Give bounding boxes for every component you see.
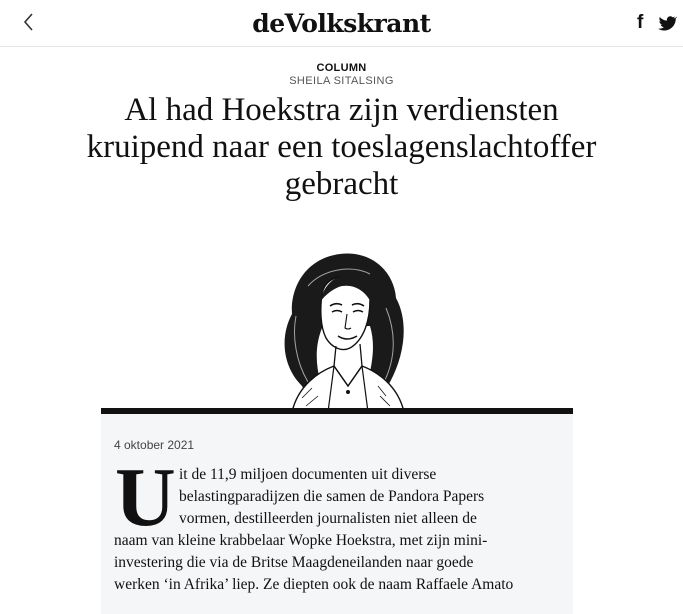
body-line: investering die via de Britse Maagdeneilanden naar goede (114, 554, 474, 571)
article-author[interactable]: SHEILA SITALSING (289, 75, 394, 87)
body-line: vormen, destilleerden journalisten niet alleen de (179, 510, 477, 527)
site-logo[interactable]: deVolkskrant (252, 9, 431, 38)
twitter-share-button[interactable] (657, 12, 677, 34)
body-line: werken ‘in Afrika’ liep. Ze diepten ook de naam Raffaele Amato (114, 576, 514, 593)
article-body (101, 408, 573, 614)
facebook-share-button[interactable] (637, 12, 651, 34)
body-line: it de 11,9 miljoen documenten uit diverse (179, 466, 437, 483)
article-headline: Al had Hoekstra zijn verdiensten kruipend naar een toeslagenslachtoffer gebracht (86, 92, 597, 202)
top-bar (0, 0, 683, 47)
drop-cap: U (115, 451, 176, 544)
twitter-icon (657, 12, 677, 34)
facebook-icon: f (637, 12, 644, 33)
author-portrait-illustration (262, 236, 422, 412)
article-kicker: COLUMN (316, 62, 367, 74)
body-line: belastingparadijzen die samen de Pandora Papers (179, 488, 485, 505)
article-date: 4 oktober 2021 (114, 438, 195, 452)
body-line: naam van kleine krabbelaar Wopke Hoekstra, met zijn mini- (114, 532, 488, 549)
